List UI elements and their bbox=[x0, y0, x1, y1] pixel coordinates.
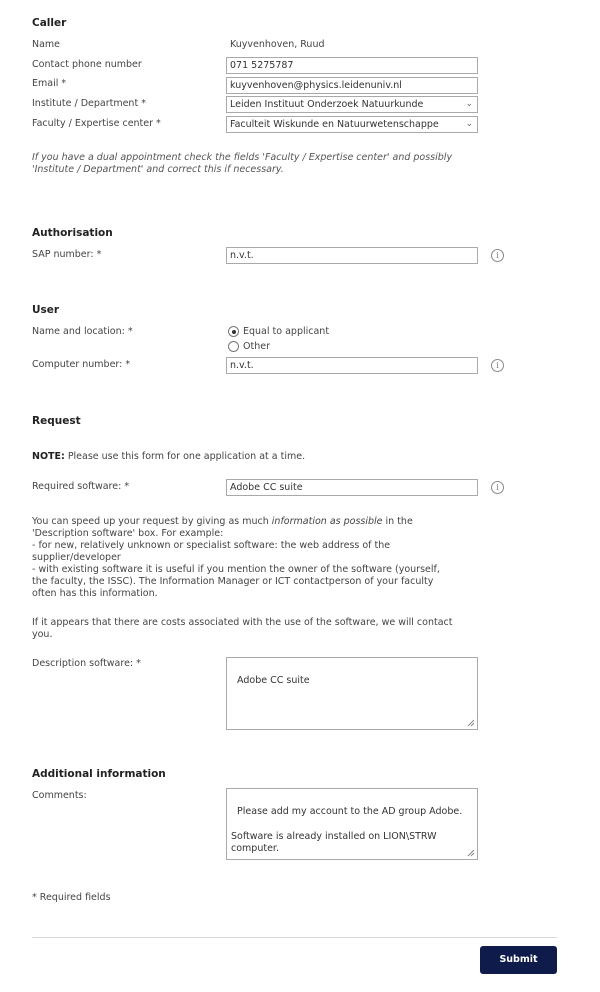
help-line-7: often has this information. bbox=[32, 588, 158, 599]
note-text: Please use this form for one application at a time. bbox=[64, 451, 306, 462]
description-textarea[interactable] bbox=[226, 657, 478, 730]
faculty-select[interactable] bbox=[226, 116, 478, 133]
institute-label: Institute / Department * bbox=[32, 98, 146, 109]
help-line-2: 'Description software' box. For example: bbox=[32, 528, 224, 539]
info-icon[interactable]: i bbox=[491, 481, 504, 494]
institute-select-value: Leiden Instituut Onderzoek Natuurkunde bbox=[230, 99, 424, 110]
info-icon[interactable]: i bbox=[491, 359, 504, 372]
name-value: Kuyvenhoven, Ruud bbox=[230, 39, 325, 50]
note-bold: NOTE: bbox=[32, 451, 65, 462]
help-line-1b: in the bbox=[382, 516, 413, 527]
location-label: Name and location: * bbox=[32, 326, 133, 337]
help-line-1 bbox=[32, 516, 413, 528]
costs-line-2: you. bbox=[32, 629, 53, 640]
one-application-note bbox=[32, 451, 305, 463]
sap-field[interactable]: n.v.t. bbox=[226, 247, 478, 264]
caller-section-title: Caller bbox=[32, 17, 67, 29]
help-line-4: supplier/developer bbox=[32, 552, 121, 563]
institute-select[interactable] bbox=[226, 96, 478, 113]
help-line-5: - with existing software it is useful if you mention the owner of the software (yourself, bbox=[32, 564, 440, 575]
help-line-1-emphasis: information as possible bbox=[271, 516, 383, 527]
authorisation-section-title: Authorisation bbox=[32, 227, 113, 239]
dual-appointment-note-2: 'Institute / Department' and correct this if necessary. bbox=[32, 164, 284, 175]
resize-grip-icon[interactable] bbox=[467, 719, 475, 727]
name-label: Name bbox=[32, 39, 61, 50]
sap-label: SAP number: * bbox=[32, 249, 102, 260]
costs-line-1: If it appears that there are costs associated with the use of the software, we will contact bbox=[32, 617, 453, 628]
chevron-down-icon: ⌄ bbox=[465, 99, 473, 109]
email-field[interactable]: kuyvenhoven@physics.leidenuniv.nl bbox=[226, 77, 478, 94]
help-line-6: the faculty, the ISSC). The Information Manager or ICT contactperson of your faculty bbox=[32, 576, 434, 587]
help-line-1a: You can speed up your request by giving as much bbox=[32, 516, 272, 527]
software-field[interactable]: Adobe CC suite bbox=[226, 479, 478, 496]
required-fields-note: * Required fields bbox=[32, 892, 111, 903]
phone-label: Contact phone number bbox=[32, 59, 142, 70]
comments-text: Please add my account to the AD group Adobe. Software is already installed on LION\STRW computer. bbox=[231, 805, 463, 854]
submit-button[interactable]: Submit bbox=[480, 946, 557, 974]
description-text: Adobe CC suite bbox=[237, 674, 310, 686]
faculty-label: Faculty / Expertise center * bbox=[32, 118, 161, 129]
computer-field[interactable]: n.v.t. bbox=[226, 357, 478, 374]
request-section-title: Request bbox=[32, 415, 81, 427]
dual-appointment-note-1: If you have a dual appointment check the fields 'Faculty / Expertise center' and possibly bbox=[32, 152, 453, 163]
chevron-down-icon: ⌄ bbox=[465, 119, 473, 129]
radio-other[interactable] bbox=[228, 341, 239, 352]
comments-textarea[interactable] bbox=[226, 788, 478, 860]
computer-label: Computer number: * bbox=[32, 359, 131, 370]
resize-grip-icon[interactable] bbox=[467, 849, 475, 857]
phone-field[interactable]: 071 5275787 bbox=[226, 57, 478, 74]
user-section-title: User bbox=[32, 304, 60, 316]
comments-label: Comments: bbox=[32, 790, 87, 801]
description-label: Description software: * bbox=[32, 658, 141, 669]
radio-equal-label: Equal to applicant bbox=[243, 326, 330, 337]
software-label: Required software: * bbox=[32, 481, 130, 492]
email-label: Email * bbox=[32, 78, 67, 89]
help-line-3: - for new, relatively unknown or specialist software: the web address of the bbox=[32, 540, 391, 551]
divider bbox=[32, 937, 557, 938]
info-icon[interactable]: i bbox=[491, 249, 504, 262]
faculty-select-value: Faculteit Wiskunde en Natuurwetenschappe bbox=[230, 119, 439, 130]
additional-section-title: Additional information bbox=[32, 768, 166, 780]
radio-other-label: Other bbox=[243, 341, 270, 352]
radio-equal-to-applicant[interactable] bbox=[228, 326, 239, 337]
